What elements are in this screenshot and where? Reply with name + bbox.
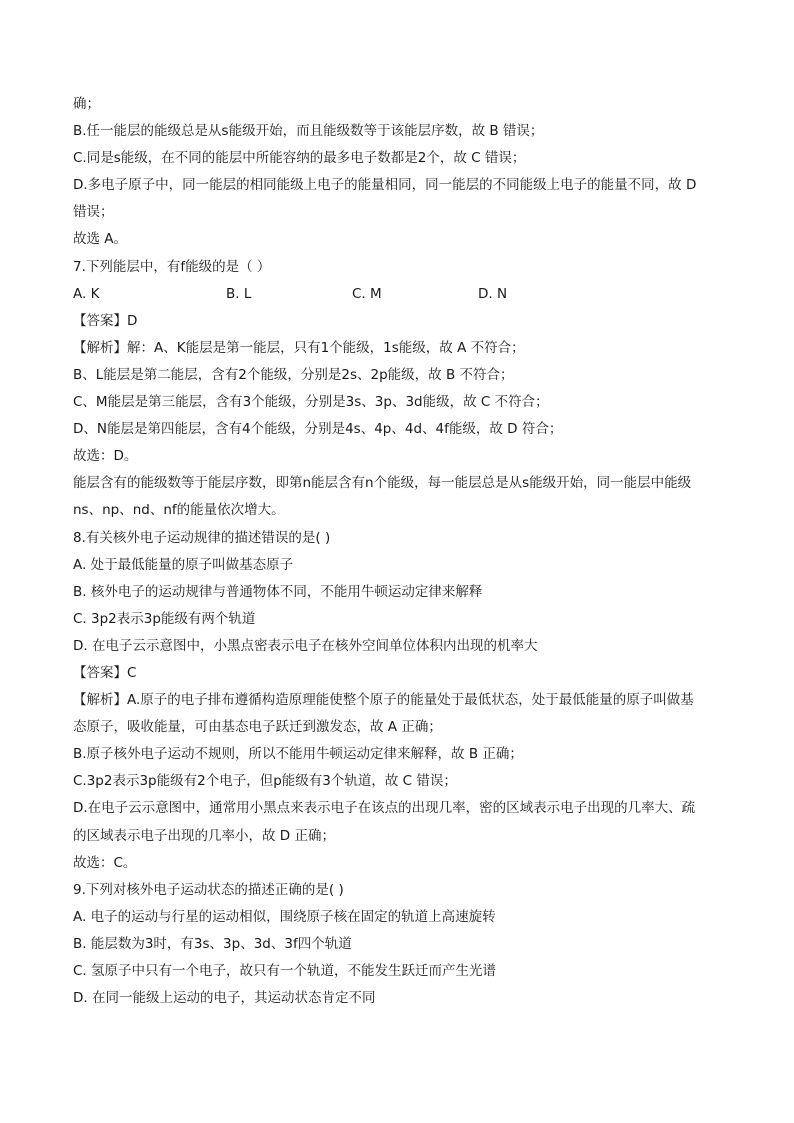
text-line: 态原子，吸收能量，可由基态电子跃迁到激发态，故 A 正确；	[73, 719, 442, 736]
text-line: 的区域表示电子出现的几率小，故 D 正确；	[73, 827, 335, 844]
option-b: B. L	[226, 285, 252, 302]
option-c: C. 3p2表示3p能级有两个轨道	[73, 610, 256, 627]
option-a: A. 电子的运动与行星的运动相似，围绕原子核在固定的轨道上高速旋转	[73, 908, 496, 925]
analysis-line: 【解析】解：A、K能层是第一能层，只有1个能级，1s能级，故 A 不符合；	[73, 339, 525, 356]
option-b: B. 核外电子的运动规律与普通物体不同，不能用牛顿运动定律来解释	[73, 583, 483, 600]
text-line: D、N能层是第四能层，含有4个能级，分别是4s、4p、4d、4f能级，故 D 符合；	[73, 421, 563, 438]
option-d: D. N	[478, 285, 508, 302]
text-line: 能层含有的能级数等于能层序数，即第n能层含有n个能级，每一能层总是从s能级开始，同一能层中能级	[73, 475, 692, 492]
option-a: A. 处于最低能量的原子叫做基态原子	[73, 556, 294, 573]
question-7-options	[73, 281, 734, 308]
question-9-stem: 9.下列对核外电子运动状态的描述正确的是( )	[73, 881, 344, 898]
option-b: B. 能层数为3时，有3s、3p、3d、3f四个轨道	[73, 935, 352, 952]
question-8-stem: 8.有关核外电子运动规律的描述错误的是( )	[73, 529, 331, 546]
answer-line: 【答案】D	[73, 312, 138, 329]
text-line: D.多电子原子中，同一能层的相同能级上电子的能量相同，同一能层的不同能级上电子的能量不同，故 D	[73, 177, 697, 194]
text-line: 故选 A。	[73, 231, 128, 248]
answer-line: 【答案】C	[73, 664, 137, 681]
option-d: D. 在同一能级上运动的电子，其运动状态肯定不同	[73, 990, 376, 1007]
option-d: D. 在电子云示意图中，小黑点密表示电子在核外空间单位体积内出现的机率大	[73, 637, 538, 654]
text-line: 故选：C。	[73, 854, 137, 871]
text-line: C、M能层是第三能层，含有3个能级，分别是3s、3p、3d能级，故 C 不符合；	[73, 394, 549, 411]
text-line: C.3p2表示3p能级有2个电子，但p能级有3个轨道，故 C 错误；	[73, 773, 457, 790]
option-c: C. 氢原子中只有一个电子，故只有一个轨道，不能发生跃迁而产生光谱	[73, 963, 497, 979]
text-line: 故选：D。	[73, 448, 138, 465]
text-line: D.在电子云示意图中，通常用小黑点来表示电子在该点的出现几率，密的区域表示电子出现的几率大、疏	[73, 800, 696, 817]
text-line: B.原子核外电子运动不规则，所以不能用牛顿运动定律来解释，故 B 正确；	[73, 746, 523, 763]
question-7-stem: 7.下列能层中，有f能级的是（ ）	[73, 258, 271, 275]
text-line: ns、np、nd、nf的能量依次增大。	[73, 502, 285, 519]
option-a: A. K	[73, 285, 100, 302]
analysis-line: 【解析】A.原子的电子排布遵循构造原理能使整个原子的能量处于最低状态，处于最低能量的原子叫做基	[73, 692, 694, 709]
option-c: C. M	[352, 285, 382, 302]
text-line: 错误；	[73, 204, 114, 221]
text-line: C.同是s能级，在不同的能层中所能容纳的最多电子数都是2个，故 C 错误；	[73, 150, 526, 167]
text-line: B.任一能层的能级总是从s能级开始，而且能级数等于该能层序数，故 B 错误；	[73, 123, 544, 140]
text-line: 确；	[73, 96, 100, 112]
text-line: B、L能层是第二能层，含有2个能级，分别是2s、2p能级，故 B 不符合；	[73, 366, 514, 383]
